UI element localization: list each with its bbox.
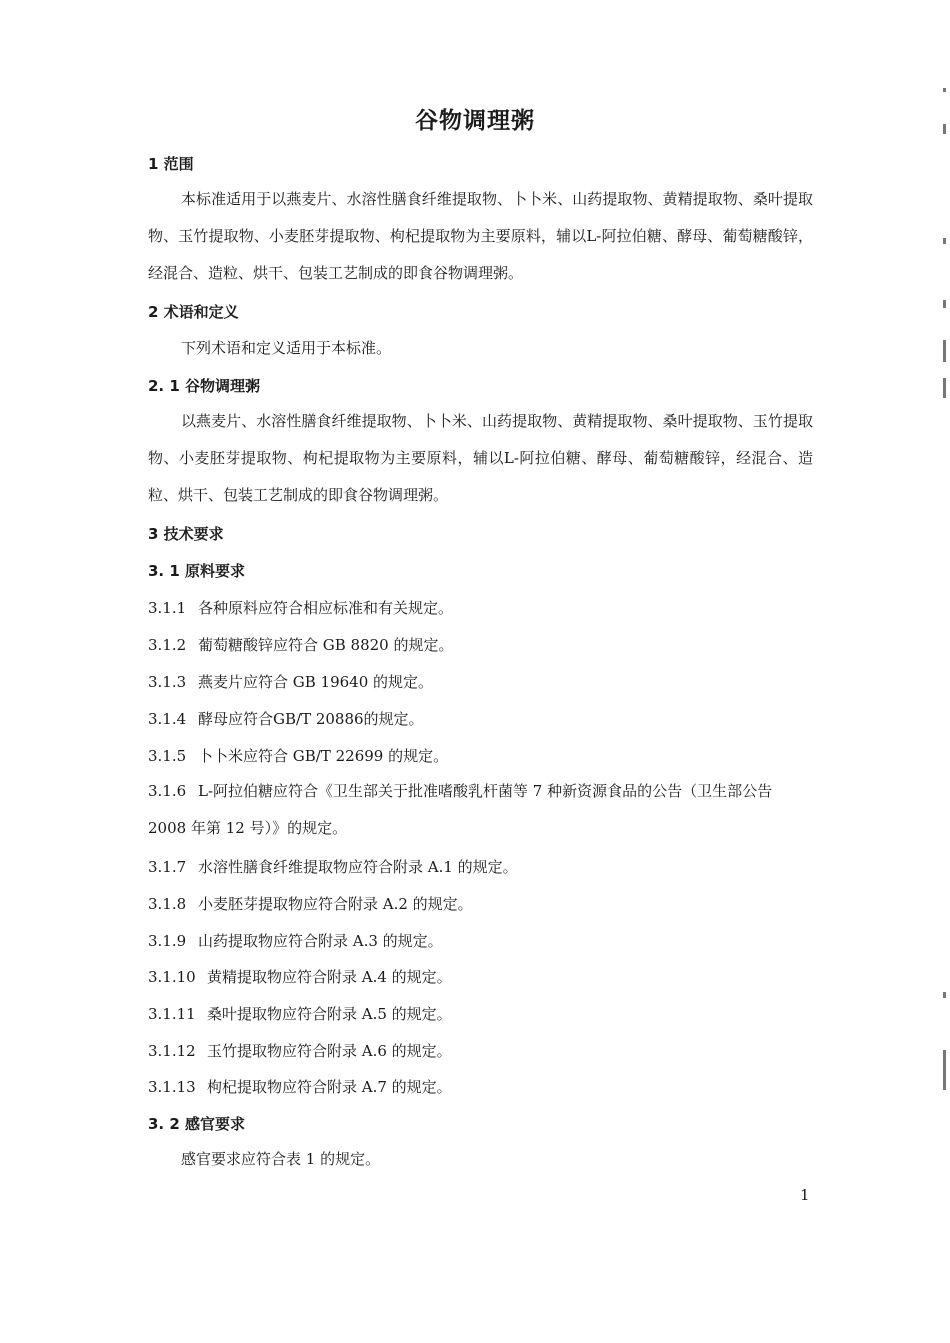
- item-text: 卜卜米应符合 GB/T 22699 的规定。: [198, 747, 449, 765]
- list-item: [148, 966, 818, 987]
- list-item: [148, 856, 818, 877]
- section-2-heading: 2 术语和定义: [148, 303, 239, 321]
- item-text: 酵母应符合GB/T 20886的规定。: [198, 710, 424, 728]
- scan-mark: [943, 340, 946, 362]
- section-2-1-heading: 2. 1 谷物调理粥: [148, 377, 261, 395]
- scan-mark: [943, 238, 946, 244]
- item-text: L-阿拉伯糖应符合《卫生部关于批准嗜酸乳杆菌等 7 种新资源食品的公告（卫生部公告 2008 年第 12 号）》的规定。: [148, 782, 773, 837]
- item-number: 3.1.6: [148, 782, 187, 800]
- section-2-1-text: 以燕麦片、水溶性膳食纤维提取物、卜卜米、山药提取物、黄精提取物、桑叶提取物、玉竹提取物、小麦胚芽提取物、枸杞提取物为主要原料，辅以L-阿拉伯糖、酵母、葡萄糖酸锌，经混合、造粒、烘干、包装工艺制成的即食谷物调理粥。: [148, 412, 813, 504]
- item-text: 桑叶提取物应符合附录 A.5 的规定。: [207, 1005, 452, 1023]
- list-item: [148, 671, 818, 692]
- section-2-text: 下列术语和定义适用于本标准。: [181, 339, 392, 357]
- section-1-heading: 1 范围: [148, 155, 194, 173]
- list-item: [148, 597, 818, 618]
- item-text: 山药提取物应符合附录 A.3 的规定。: [198, 932, 443, 950]
- item-number: 3.1.7: [148, 858, 187, 876]
- item-number: 3.1.2: [148, 636, 187, 654]
- list-item: [148, 1076, 818, 1097]
- item-number: 3.1.4: [148, 710, 187, 728]
- list-item: [148, 773, 813, 847]
- item-text: 玉竹提取物应符合附录 A.6 的规定。: [207, 1042, 452, 1060]
- scan-mark: [943, 992, 946, 998]
- list-item: [148, 708, 818, 729]
- item-number: 3.1.13: [148, 1078, 196, 1096]
- list-item: [148, 893, 818, 914]
- scan-mark: [943, 1050, 946, 1090]
- list-item: [148, 634, 818, 655]
- item-number: 3.1.5: [148, 747, 187, 765]
- item-number: 3.1.1: [148, 599, 187, 617]
- item-text: 枸杞提取物应符合附录 A.7 的规定。: [207, 1078, 452, 1096]
- item-text: 葡萄糖酸锌应符合 GB 8820 的规定。: [198, 636, 454, 654]
- item-number: 3.1.11: [148, 1005, 196, 1023]
- scan-mark: [943, 88, 946, 92]
- scan-mark: [943, 300, 946, 308]
- item-number: 3.1.3: [148, 673, 187, 691]
- list-item: [148, 1003, 818, 1024]
- page-number: 1: [800, 1186, 810, 1204]
- item-text: 燕麦片应符合 GB 19640 的规定。: [198, 673, 434, 691]
- section-3-2-heading: 3. 2 感官要求: [148, 1115, 246, 1133]
- list-item: [148, 1040, 818, 1061]
- item-number: 3.1.12: [148, 1042, 196, 1060]
- section-1-text: 本标准适用于以燕麦片、水溶性膳食纤维提取物、卜卜米、山药提取物、黄精提取物、桑叶提取物、玉竹提取物、小麦胚芽提取物、枸杞提取物为主要原料，辅以L-阿拉伯糖、酵母、葡萄糖酸锌，经混合、造粒、烘干、包装工艺制成的即食谷物调理粥。: [148, 190, 813, 282]
- section-3-2-text: 感官要求应符合表 1 的规定。: [181, 1150, 381, 1168]
- scan-mark: [943, 124, 946, 134]
- scan-mark: [943, 378, 946, 398]
- item-text: 水溶性膳食纤维提取物应符合附录 A.1 的规定。: [198, 858, 518, 876]
- item-number: 3.1.10: [148, 968, 196, 986]
- item-number: 3.1.9: [148, 932, 187, 950]
- item-text: 黄精提取物应符合附录 A.4 的规定。: [207, 968, 452, 986]
- item-number: 3.1.8: [148, 895, 187, 913]
- list-item: [148, 745, 818, 766]
- item-text: 各种原料应符合相应标准和有关规定。: [198, 599, 454, 617]
- list-item: [148, 930, 818, 951]
- section-3-heading: 3 技术要求: [148, 525, 224, 543]
- section-3-1-heading: 3. 1 原料要求: [148, 562, 246, 580]
- item-text: 小麦胚芽提取物应符合附录 A.2 的规定。: [198, 895, 473, 913]
- document-title: 谷物调理粥: [415, 108, 535, 134]
